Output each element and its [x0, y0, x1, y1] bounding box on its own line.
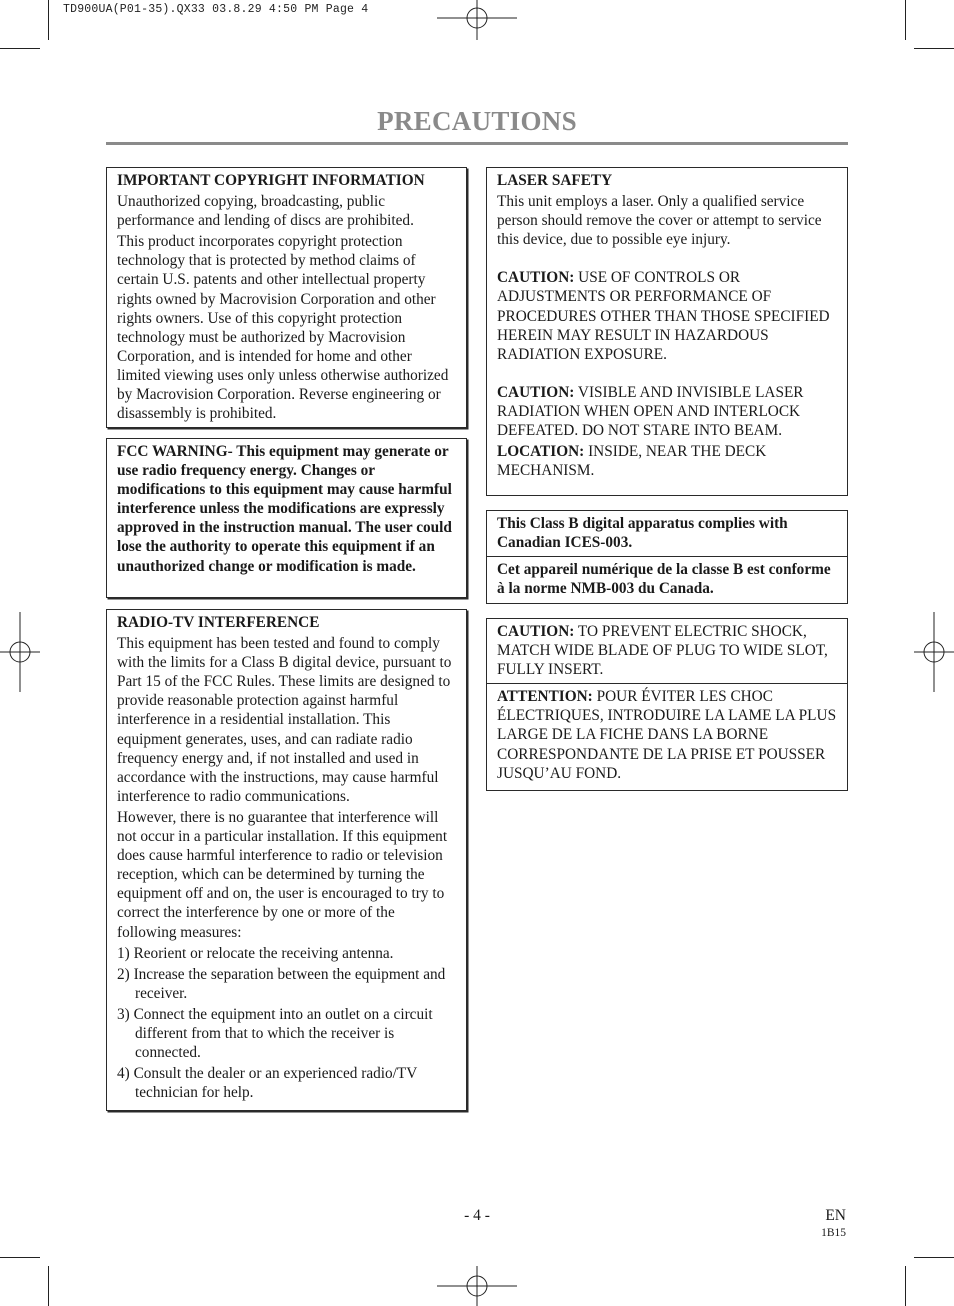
- shock-caution-french: [487, 683, 847, 786]
- registration-mark-top: [437, 0, 517, 40]
- copyright-heading: IMPORTANT COPYRIGHT INFORMATION: [117, 172, 425, 189]
- laser-safety-box: [486, 167, 848, 496]
- radio-tv-heading: RADIO-TV INTERFERENCE: [117, 614, 320, 631]
- canada-compliance-box: [486, 510, 848, 604]
- caution-label: CAUTION:: [497, 623, 575, 640]
- fcc-warning-text: FCC WARNING- This equipment may generate or use radio frequency energy. Changes or modifications to this equipment may cause harmful interference unless the modifications are expressly approved in the instruction manual. The user could lose the authority to operate this equipment if an unauthorized change or modification is made.: [117, 443, 452, 575]
- canada-compliance-english: This Class B digital apparatus complies with Canadian ICES-003.: [497, 515, 788, 552]
- electric-shock-caution-box: [486, 618, 848, 791]
- laser-caution-2: [497, 383, 837, 440]
- caution-label: CAUTION:: [497, 383, 575, 401]
- radio-tv-paragraph-2: However, there is no guarantee that interference will not occur in a particular installation. If this equipment does cause harmful interference to radio or television reception, which can be determined by turning the equipment off and on, the user is encouraged to try to correct the interference by one or more of the following measures:: [117, 808, 448, 941]
- language-code: EN: [825, 1207, 846, 1224]
- registration-mark-left: [0, 612, 40, 692]
- page-number: - 4 -: [464, 1207, 490, 1224]
- shock-caution-english: [487, 619, 847, 683]
- attention-text: POUR ÉVITER LES CHOC ÉLECTRIQUES, INTRODUIRE LA LAME LA PLUS LARGE DE LA FICHE DANS LA BORNE CORRESPONDANTE DE LA PRISE ET POUSSER JUSQU’AU FOND.: [497, 688, 837, 782]
- copyright-info-box: [106, 167, 467, 428]
- canada-compliance-french: Cet appareil numérique de la classe B est conforme à la norme NMB-003 du Canada.: [487, 556, 847, 602]
- laser-safety-heading: LASER SAFETY: [497, 172, 613, 189]
- crop-mark-bottom-right-v: [905, 1266, 906, 1306]
- list-item: 3) Connect the equipment into an outlet on a circuit different from that to which the receiver is connected.: [117, 1005, 433, 1062]
- interference-measures-list: [117, 944, 456, 1103]
- attention-label: ATTENTION:: [497, 688, 593, 706]
- fcc-warning-box: [106, 438, 467, 598]
- crop-mark-bottom-left-v: [48, 1266, 49, 1306]
- copyright-paragraph-1: Unauthorized copying, broadcasting, public performance and lending of discs are prohibited.: [117, 193, 414, 230]
- caution-text: USE OF CONTROLS OR ADJUSTMENTS OR PERFORMANCE OF PROCEDURES OTHER THAN THOSE SPECIFIED HEREIN MAY RESULT IN HAZARDOUS RADIATION EXPOSURE.: [497, 269, 830, 363]
- registration-mark-bottom: [437, 1266, 517, 1306]
- caution-label: CAUTION:: [497, 269, 575, 287]
- document-code: 1B15: [821, 1227, 846, 1239]
- crop-mark-top-left-h: [0, 48, 40, 49]
- laser-caution-1: [497, 268, 837, 363]
- crop-mark-top-right-h: [914, 48, 954, 49]
- caution-text: VISIBLE AND INVISIBLE LASER RADIATION WHEN OPEN AND INTERLOCK DEFEATED. DO NOT STARE INTO BEAM.: [497, 383, 804, 440]
- list-item: 1) Reorient or relocate the receiving antenna.: [117, 944, 394, 962]
- list-item: 4) Consult the dealer or an experienced radio/TV technician for help.: [117, 1065, 418, 1102]
- list-item: 2) Increase the separation between the equipment and receiver.: [117, 965, 446, 1002]
- laser-safety-paragraph: This unit employs a laser. Only a qualified service person should remove the cover or attempt to service this device, due to possible eye injury.: [497, 193, 822, 249]
- registration-mark-right: [914, 612, 954, 692]
- print-slug-line: TD900UA(P01-35).QX33 03.8.29 4:50 PM Page 4: [63, 3, 369, 16]
- title-underline: [106, 142, 848, 145]
- crop-mark-bottom-right-h: [914, 1257, 954, 1258]
- crop-mark-top-left-v: [48, 0, 49, 40]
- radio-tv-interference-box: [106, 609, 467, 1111]
- location-label: LOCATION:: [497, 443, 585, 461]
- caution-text: TO PREVENT ELECTRIC SHOCK, MATCH WIDE BLADE OF PLUG TO WIDE SLOT, FULLY INSERT.: [497, 623, 828, 679]
- crop-mark-top-right-v: [905, 0, 906, 40]
- page-title: PRECAUTIONS: [377, 106, 577, 136]
- radio-tv-paragraph-1: This equipment has been tested and found to comply with the limits for a Class B digital device, pursuant to Part 15 of the FCC Rules. These limits are designed to provide reasonable protection against harmful interference in a residential installation. This equipment generates, uses, and can radiate radio frequency energy and, if not installed and used in accordance with the instructions, may cause harmful interference to radio communications.: [117, 635, 452, 805]
- laser-location: [497, 442, 837, 480]
- crop-mark-bottom-left-h: [0, 1257, 40, 1258]
- copyright-paragraph-2: This product incorporates copyright protection technology that is protected by method claims of certain U.S. patents and other intellectual property rights owned by Macrovision Corporation and other rights owners. Use of this copyright protection technology must be authorized by Macrovision Corporation, and is intended for home and other limited viewing uses only unless otherwise authorized by Macrovision Corporation. Reverse engineering or disassembly is prohibited.: [117, 233, 449, 423]
- location-text: INSIDE, NEAR THE DECK MECHANISM.: [497, 443, 767, 480]
